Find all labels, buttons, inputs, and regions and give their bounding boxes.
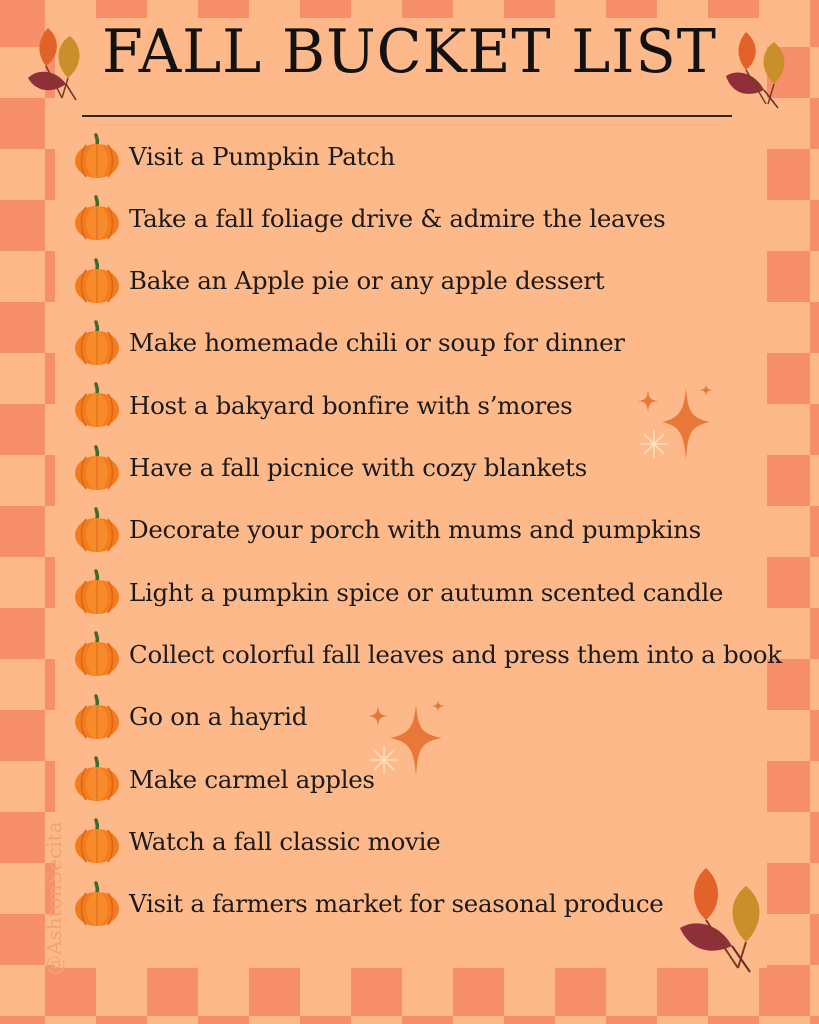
list-item — [72, 130, 395, 182]
list-item — [72, 753, 375, 805]
checker-square — [810, 98, 819, 149]
item-label: Make carmel apples — [129, 764, 375, 794]
checker-square — [0, 302, 45, 353]
checker-square — [0, 914, 45, 965]
checker-square — [300, 1016, 351, 1024]
item-label: Visit a Pumpkin Patch — [129, 141, 395, 171]
pumpkin-icon — [72, 380, 122, 430]
checker-square — [810, 302, 819, 353]
checker-square — [402, 1016, 453, 1024]
list-item — [72, 442, 587, 494]
autumn-leaves-icon — [676, 862, 776, 980]
checker-square — [810, 506, 819, 557]
pumpkin-icon — [72, 256, 122, 306]
pumpkin-icon — [72, 443, 122, 493]
checker-square — [0, 506, 45, 557]
checker-square — [708, 1016, 759, 1024]
item-label: Host a bakyard bonfire with s’mores — [129, 390, 573, 420]
checker-square — [0, 608, 45, 659]
checker-square — [810, 1016, 819, 1024]
item-label: Make homemade chili or soup for dinner — [129, 328, 625, 358]
checker-square — [606, 1016, 657, 1024]
pumpkin-icon — [72, 505, 122, 555]
list-item — [72, 379, 572, 431]
item-label: Take a fall foliage drive & admire the leaves — [129, 203, 666, 233]
list-item — [72, 815, 440, 867]
checker-square — [0, 1016, 45, 1024]
pumpkin-icon — [72, 131, 122, 181]
checker-square — [249, 965, 300, 1016]
checker-square — [0, 710, 45, 761]
checker-square — [555, 965, 606, 1016]
list-item — [72, 691, 307, 743]
sparkle-icon — [628, 380, 724, 470]
checker-square — [0, 404, 45, 455]
item-label: Have a fall picnice with cozy blankets — [129, 453, 587, 482]
checker-square — [504, 1016, 555, 1024]
pumpkin-icon — [72, 193, 122, 243]
checker-square — [810, 710, 819, 761]
pumpkin-icon — [72, 318, 122, 368]
list-item — [72, 878, 664, 930]
checker-square — [0, 200, 45, 251]
item-label: Collect colorful fall leaves and press them into a book — [129, 639, 782, 669]
list-item — [72, 566, 723, 618]
checker-square — [810, 812, 819, 863]
checker-square — [810, 200, 819, 251]
list-item — [72, 317, 625, 369]
list-item — [72, 504, 701, 556]
list-item — [72, 628, 782, 680]
item-label: Bake an Apple pie or any apple dessert — [129, 266, 605, 296]
item-label: Go on a hayrid — [129, 702, 308, 732]
list-item — [72, 192, 665, 244]
checker-square — [96, 1016, 147, 1024]
checker-square — [810, 914, 819, 965]
list-item — [72, 255, 604, 307]
checker-square — [453, 965, 504, 1016]
pumpkin-icon — [72, 692, 122, 742]
checker-square — [147, 965, 198, 1016]
item-label: Visit a farmers market for seasonal produce — [129, 889, 664, 919]
title-divider — [82, 115, 732, 117]
checker-square — [810, 404, 819, 455]
item-label: Decorate your porch with mums and pumpkins — [129, 515, 701, 545]
checker-square — [198, 1016, 249, 1024]
page-title: FALL BUCKET LIST — [102, 17, 717, 87]
checker-square — [810, 608, 819, 659]
item-label: Watch a fall classic movie — [129, 826, 441, 856]
checker-square — [351, 965, 402, 1016]
checker-square — [0, 812, 45, 863]
sparkle-icon — [366, 696, 462, 786]
item-label: Light a pumpkin spice or autumn scented candle — [129, 577, 724, 607]
watermark: @AshtonSecita — [42, 821, 66, 975]
pumpkin-icon — [72, 567, 122, 617]
checker-square — [810, 0, 819, 47]
pumpkin-icon — [72, 629, 122, 679]
